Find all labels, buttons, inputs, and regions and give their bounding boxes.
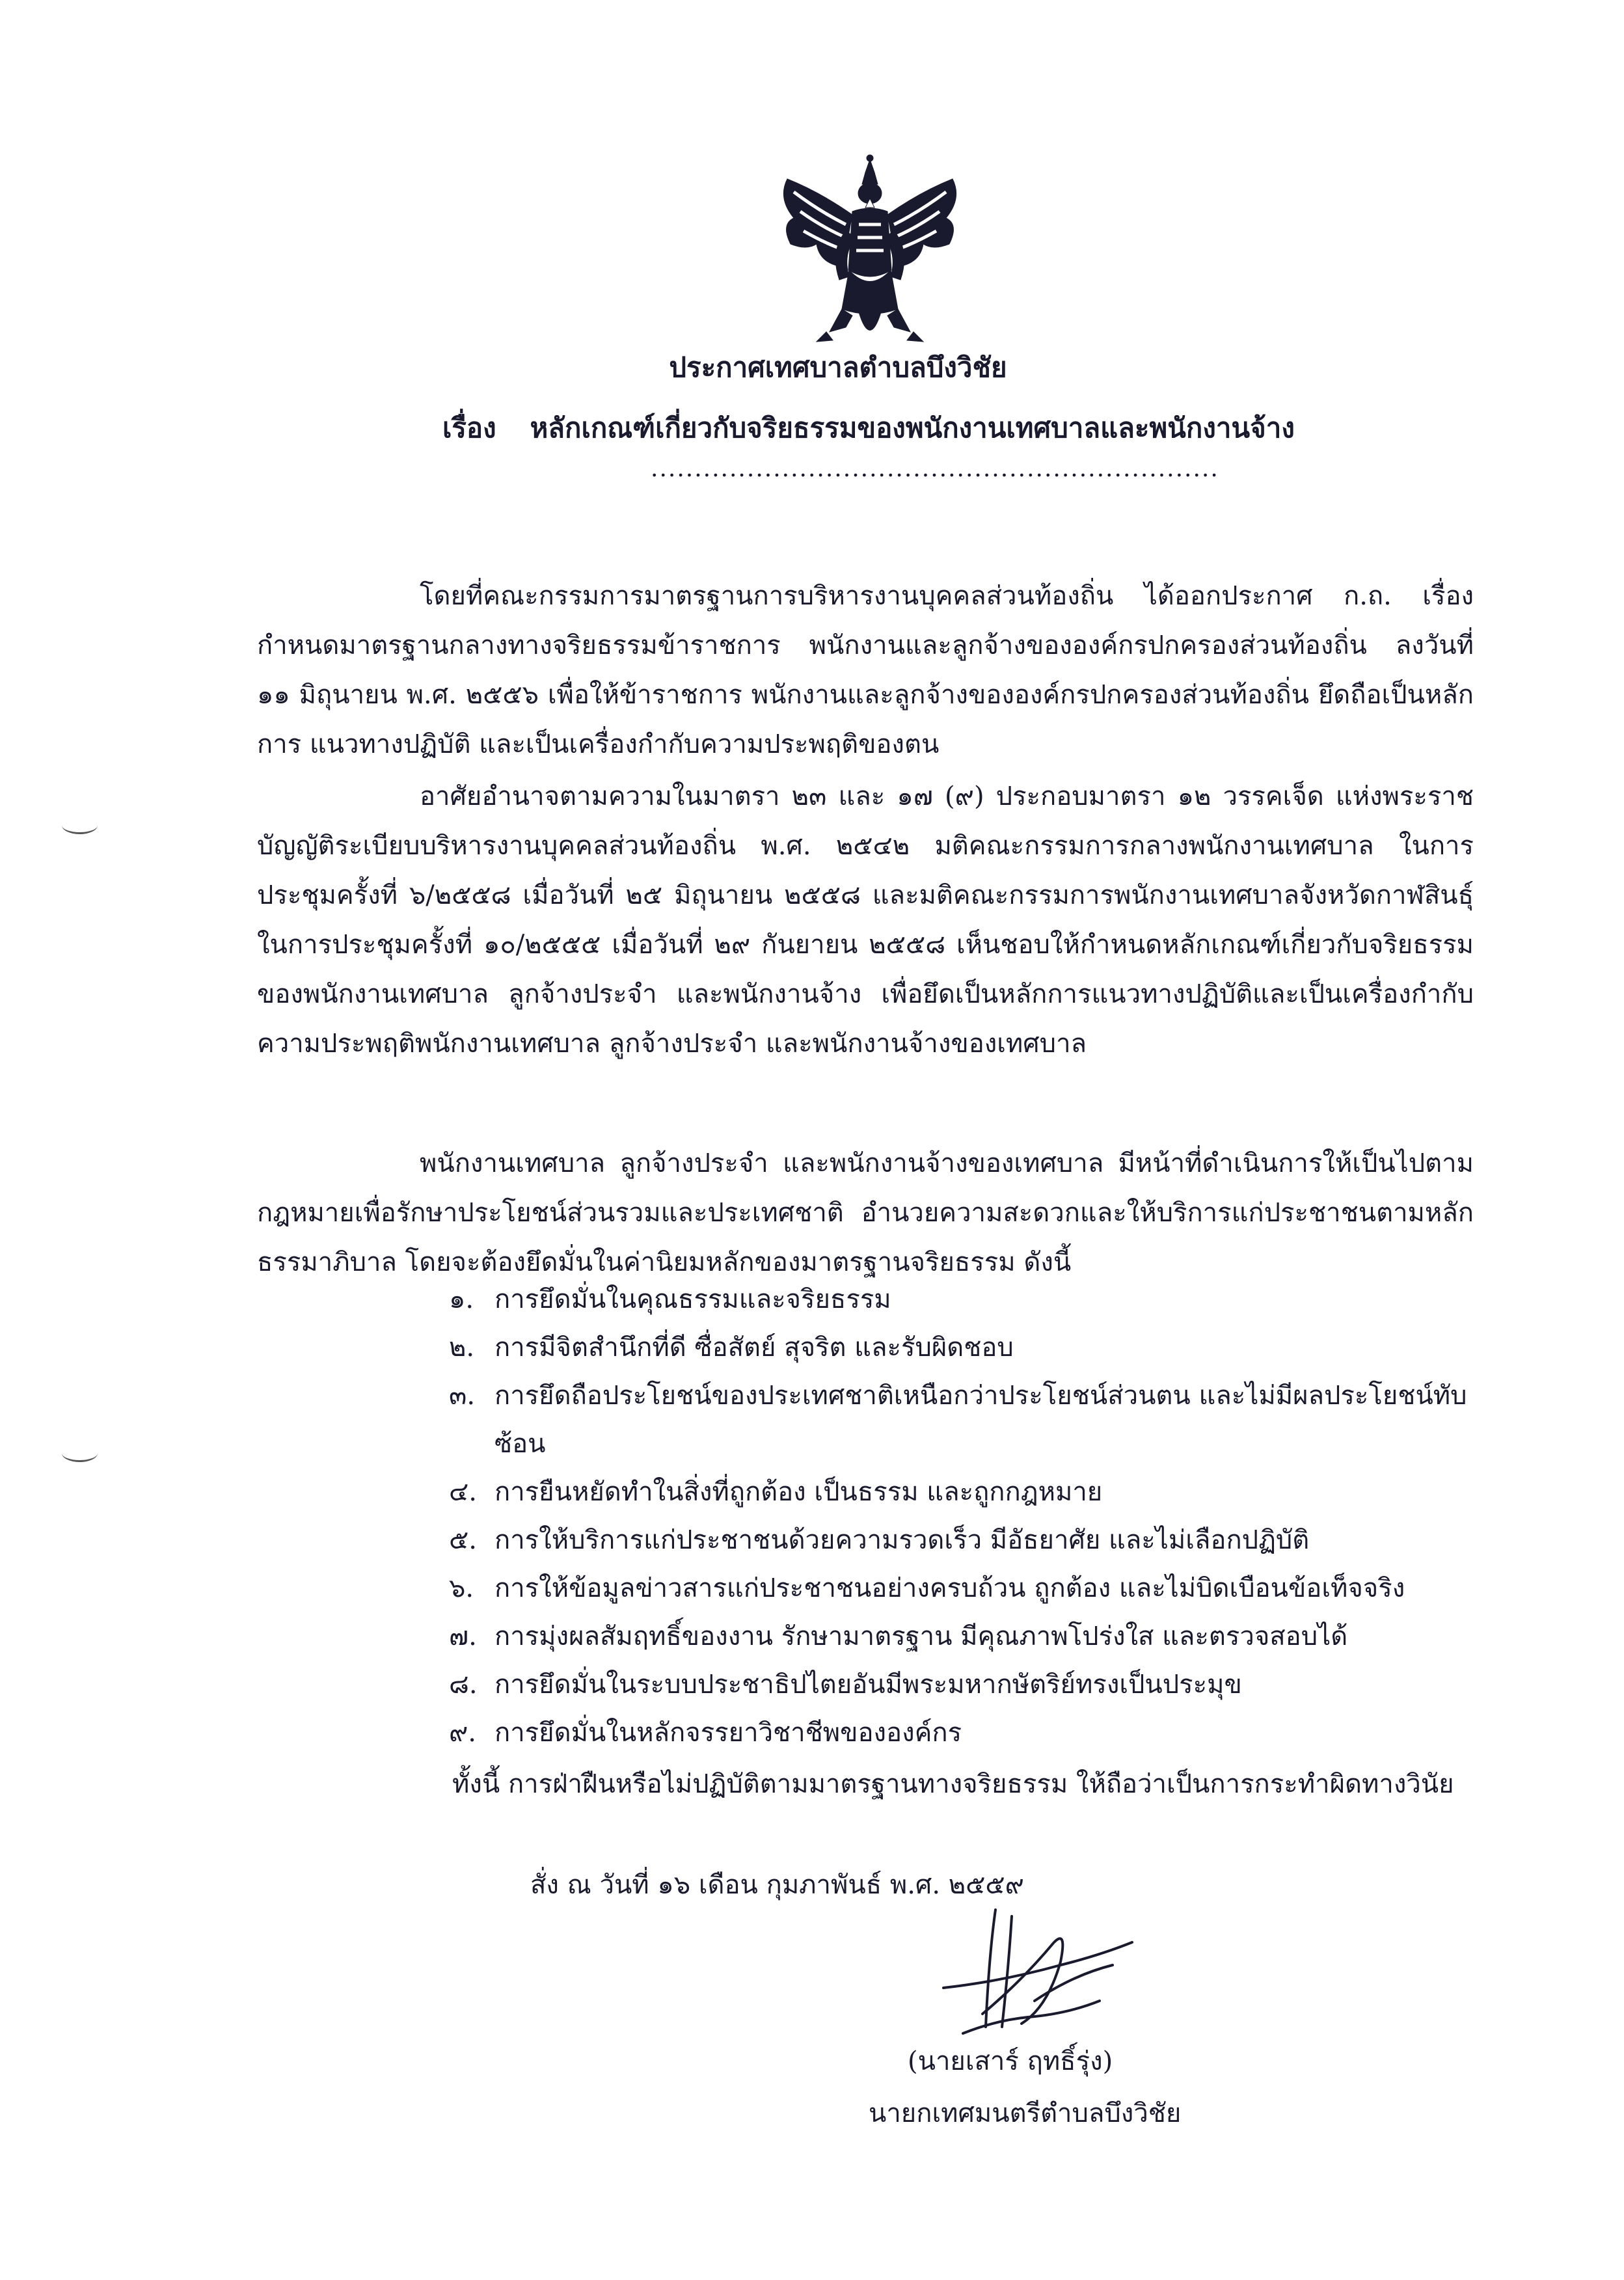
list-item-number: ๒. [449,1333,475,1363]
list-item-number: ๗. [449,1622,477,1651]
list-item-text: การยึดมั่นในหลักจรรยาวิชาชีพขององค์กร [494,1718,962,1748]
closing-statement: ทั้งนี้ การฝ่าฝืนหรือไม่ปฏิบัติตามมาตรฐานทางจริยธรรม ให้ถือว่าเป็นการกระทำผิดทางวินัย [452,1769,1454,1799]
list-item-text: การยืนหยัดทำในสิ่งที่ถูกต้อง เป็นธรรม และถูกกฎหมาย [494,1477,1103,1507]
ethics-list [449,1275,1496,1757]
list-item-number: ๑. [449,1284,474,1314]
scan-mark [62,817,98,834]
list-item-text: การให้บริการแก่ประชาชนด้วยความรวดเร็ว มีอัธยาศัย และไม่เลือกปฏิบัติ [494,1525,1310,1555]
list-item [449,1612,1496,1661]
list-item-number: ๓. [449,1381,476,1411]
list-item [449,1709,1496,1757]
paragraph-preamble: โดยที่คณะกรรมการมาตรฐานการบริหารงานบุคคลส่วนท้องถิ่น ได้ออกประกาศ ก.ถ. เรื่อง กำหนดมาตรฐานกลางทางจริยธรรมข้าราชการ พนักงานและลูกจ้างขององค์กรปกครองส่วนท้องถิ่น ลงวันที่ ๑๑ มิถุนายน พ.ศ. ๒๕๕๖ เพื่อให้ข้าราชการ พนักงานและลูกจ้างขององค์กรปกครองส่วนท้องถิ่น ยึดถือเป็นหลักการ แนวทางปฏิบัติ และเป็นเครื่องกำกับความประพฤติของตน [257,581,1474,759]
list-item-text: การมุ่งผลสัมฤทธิ์ของงาน รักษามาตรฐาน มีคุณภาพโปร่งใส และตรวจสอบได้ [494,1622,1348,1651]
garuda-emblem-icon [768,153,973,348]
scan-mark [62,1445,98,1462]
list-item [449,1275,1496,1323]
subject-line [442,409,1295,448]
list-item [449,1372,1496,1468]
signature-icon [904,1903,1152,2059]
list-item [449,1661,1496,1709]
list-item-number: ๖. [449,1573,474,1603]
signer-name: (นายเสาร์ ฤทธิ์รุ่ง) [908,2046,1113,2076]
list-item-text: การให้ข้อมูลข่าวสารแก่ประชาชนอย่างครบถ้วน ถูกต้อง และไม่บิดเบือนข้อเท็จจริง [494,1573,1405,1603]
paragraph-authority: อาศัยอำนาจตามความในมาตรา ๒๓ และ ๑๗ (๙) ประกอบมาตรา ๑๒ วรรคเจ็ด แห่งพระราชบัญญัติระเบียบบริหารงานบุคคลส่วนท้องถิ่น พ.ศ. ๒๕๔๒ มติคณะกรรมการกลางพนักงานเทศบาล ในการประชุมครั้งที่ ๖/๒๕๕๘ เมื่อวันที่ ๒๕ มิถุนายน ๒๕๕๘ และมติคณะกรรมการพนักงานเทศบาลจังหวัดกาฬสินธุ์ ในการประชุมครั้งที่ ๑๐/๒๕๕๕ เมื่อวันที่ ๒๙ กันยายน ๒๕๕๘ เห็นชอบให้กำหนดหลักเกณฑ์เกี่ยวกับจริยธรรมของพนักงานเทศบาล ลูกจ้างประจำ และพนักงานจ้าง เพื่อยึดเป็นหลักการแนวทางปฏิบัติและเป็นเครื่องกำกับความประพฤติพนักงานเทศบาล ลูกจ้างประจำ และพนักงานจ้างของเทศบาล [257,781,1474,1059]
list-item-number: ๕. [449,1525,477,1555]
announcement-title: ประกาศเทศบาลตำบลบึงวิชัย [669,351,1007,383]
list-item-text: การยึดมั่นในคุณธรรมและจริยธรรม [494,1284,891,1314]
list-item-text: การยึดถือประโยชน์ของประเทศชาติเหนือกว่าประโยชน์ส่วนตน และไม่มีผลประโยชน์ทับซ้อน [494,1381,1467,1459]
title-separator: ................................................................. [651,455,1219,482]
issue-date: สั่ง ณ วันที่ ๑๖ เดือน กุมภาพันธ์ พ.ศ. ๒๕๕๙ [530,1870,1024,1900]
signer-title: นายกเทศมนตรีตำบลบึงวิชัย [869,2098,1182,2128]
list-item-number: ๙. [449,1718,477,1748]
list-item [449,1516,1496,1564]
subject-text: หลักเกณฑ์เกี่ยวกับจริยธรรมของพนักงานเทศบาลและพนักงานจ้าง [530,412,1295,444]
list-item [449,1564,1496,1612]
list-item-text: การยึดมั่นในระบบประชาธิปไตยอันมีพระมหากษัตริย์ทรงเป็นประมุข [494,1670,1242,1700]
paragraph-duties: พนักงานเทศบาล ลูกจ้างประจำ และพนักงานจ้างของเทศบาล มีหน้าที่ดำเนินการให้เป็นไปตามกฎหมายเพื่อรักษาประโยชน์ส่วนรวมและประเทศชาติ อำนวยความสะดวกและให้บริการแก่ประชาชนตามหลักธรรมาภิบาล โดยจะต้องยึดมั่นในค่านิยมหลักของมาตรฐานจริยธรรม ดังนี้ [257,1148,1474,1277]
list-item [449,1468,1496,1516]
list-item-text: การมีจิตสำนึกที่ดี ซื่อสัตย์ สุจริต และรับผิดชอบ [494,1333,1014,1363]
list-item-number: ๘. [449,1670,478,1700]
list-item [449,1323,1496,1372]
subject-label: เรื่อง [442,412,496,444]
list-item-number: ๔. [449,1477,477,1507]
